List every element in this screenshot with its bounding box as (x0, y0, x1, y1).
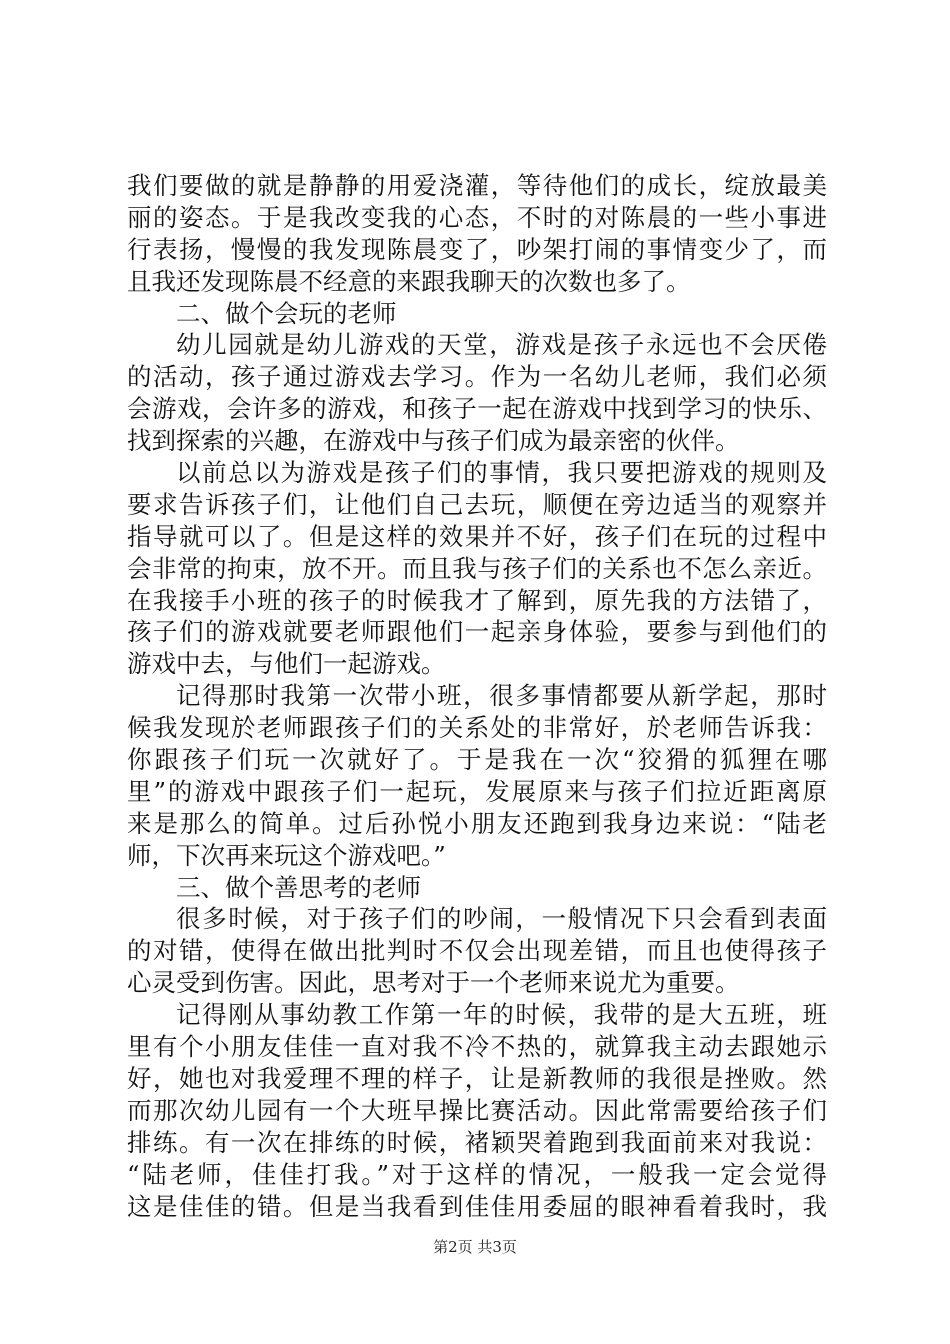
text-line: 很多时候，对于孩子们的吵闹，一般情况下只会看到表面 (176, 904, 827, 934)
text-line: 心灵受到伤害。因此，思考对于一个老师来说尤为重要。 (127, 968, 740, 998)
text-line: 要求告诉孩子们，让他们自己去玩，顺便在旁边适当的观察并 (127, 489, 827, 519)
text-line: 二、做个会玩的老师 (176, 298, 397, 328)
text-line: 里”的游戏中跟孩子们一起玩，发展原来与孩子们拉近距离原 (127, 776, 827, 806)
text-line: 记得那时我第一次带小班，很多事情都要从新学起，那时 (176, 681, 827, 711)
document-body (127, 170, 827, 1222)
text-line: 三、做个善思考的老师 (176, 872, 421, 902)
text-line: 会非常的拘束，放不开。而且我与孩子们的关系也不怎么亲近。 (127, 553, 827, 583)
text-line: 会游戏，会许多的游戏，和孩子一起在游戏中找到学习的快乐、 (127, 394, 827, 424)
text-line: 师，下次再来玩这个游戏吧。” (127, 840, 446, 870)
text-line: 来是那么的简单。过后孙悦小朋友还跑到我身边来说：“陆老 (127, 808, 827, 838)
text-line: 行表扬，慢慢的我发现陈晨变了，吵架打闹的事情变少了，而 (127, 234, 827, 264)
page-footer: 第2页 共3页 (433, 1238, 517, 1256)
text-line: “陆老师，佳佳打我。”对于这样的情况，一般我一定会觉得 (127, 1159, 827, 1189)
text-line: 指导就可以了。但是这样的效果并不好，孩子们在玩的过程中 (127, 521, 827, 551)
text-line: 且我还发现陈晨不经意的来跟我聊天的次数也多了。 (127, 266, 691, 296)
text-line: 我们要做的就是静静的用爱浇灌，等待他们的成长，绽放最美 (127, 171, 827, 200)
text-line: 好，她也对我爱理不理的样子，让是新教师的我很是挫败。然 (127, 1063, 827, 1093)
text-line: 排练。有一次在排练的时候，褚颖哭着跑到我面前来对我说： (127, 1127, 827, 1157)
text-line: 记得刚从事幼教工作第一年的时候，我带的是大五班，班 (176, 1000, 827, 1030)
text-line: 孩子们的游戏就要老师跟他们一起亲身体验，要参与到他们的 (127, 617, 827, 647)
text-line: 以前总以为游戏是孩子们的事情，我只要把游戏的规则及 (176, 458, 827, 488)
text-line: 在我接手小班的孩子的时候我才了解到，原先我的方法错了， (127, 585, 827, 615)
text-line: 找到探索的兴趣，在游戏中与孩子们成为最亲密的伙伴。 (127, 426, 740, 456)
text-line: 丽的姿态。于是我改变我的心态，不时的对陈晨的一些小事进 (127, 202, 827, 232)
text-line: 你跟孩子们玩一次就好了。于是我在一次“狡猾的狐狸在哪 (127, 745, 827, 775)
text-line: 里有个小朋友佳佳一直对我不冷不热的，就算我主动去跟她示 (127, 1032, 827, 1062)
text-line: 这是佳佳的错。但是当我看到佳佳用委屈的眼神看着我时，我 (127, 1191, 827, 1221)
text-line: 候我发现於老师跟孩子们的关系处的非常好，於老师告诉我： (127, 713, 827, 743)
text-line: 的对错，使得在做出批判时不仅会出现差错，而且也使得孩子 (127, 936, 827, 966)
text-line: 游戏中去，与他们一起游戏。 (127, 649, 446, 679)
text-line: 而那次幼儿园有一个大班早操比赛活动。因此常需要给孩子们 (127, 1095, 827, 1125)
text-line: 的活动，孩子通过游戏去学习。作为一名幼儿老师，我们必须 (127, 362, 827, 392)
text-line: 幼儿园就是幼儿游戏的天堂，游戏是孩子永远也不会厌倦 (176, 330, 827, 360)
